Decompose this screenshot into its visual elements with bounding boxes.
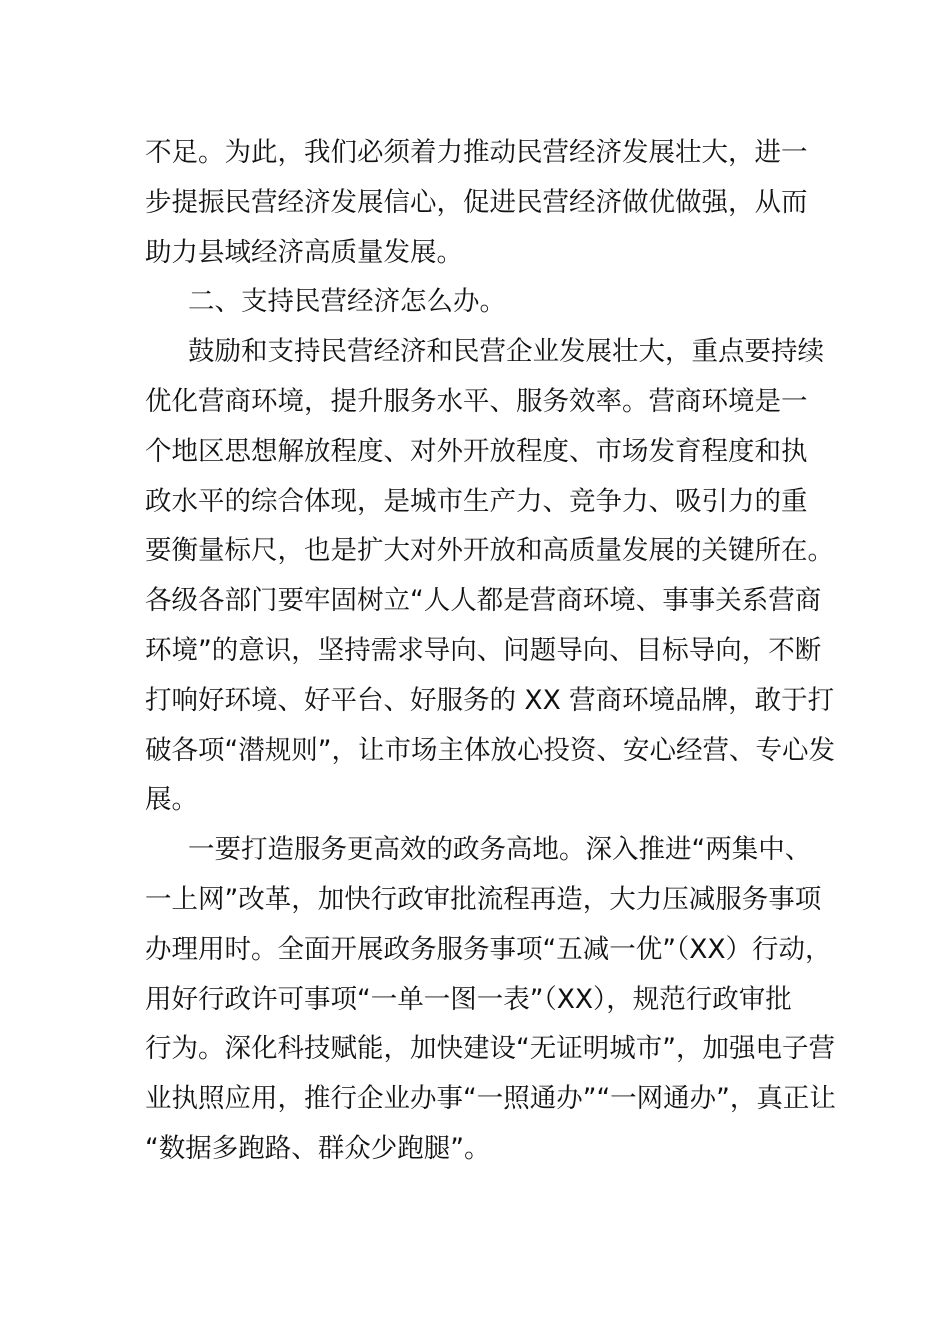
text-line: 政水平的综合体现，是城市生产力、竞争力、吸引力的重 [145,485,808,517]
text-line: 用好行政许可事项“一单一图一表”（XX），规范行政审批 [145,983,792,1015]
text-line: 个地区思想解放程度、对外开放程度、市场发育程度和执 [145,435,808,467]
text-line: 助力县域经济高质量发展。 [145,236,463,268]
text-line: 打响好环境、好平台、好服务的 XX 营商环境品牌，敢于打 [145,684,835,716]
text-line: 办理用时。全面开展政务服务事项“五减一优”（XX）行动， [145,933,832,965]
text-line: 各级各部门要牢固树立“人人都是营商环境、事事关系营商 [145,585,822,617]
text-line: 鼓励和支持民营经济和民营企业发展壮大，重点要持续 [188,336,824,368]
text-line: 行为。深化科技赋能，加快建设“无证明城市”，加强电子营 [145,1033,835,1065]
text-line: 优化营商环境，提升服务水平、服务效率。营商环境是一 [145,385,808,417]
section-heading: 二、支持民营经济怎么办。 [188,286,506,318]
document-body [145,128,836,1174]
text-line: 要衡量标尺，也是扩大对外开放和高质量发展的关键所在。 [145,535,834,567]
text-line: 展。 [145,784,198,816]
text-line: 不足。为此，我们必须着力推动民营经济发展壮大，进一 [145,137,808,168]
text-line: 一要打造服务更高效的政务高地。深入推进“两集中、 [188,834,812,866]
text-line: 一上网”改革，加快行政审批流程再造，大力压减服务事项 [145,883,822,915]
text-line: 破各项“潜规则”，让市场主体放心投资、安心经营、专心发 [145,734,835,766]
text-line: “数据多跑路、群众少跑腿”。 [145,1132,491,1164]
text-line: 步提振民营经济发展信心，促进民营经济做优做强，从而 [145,186,808,218]
text-line: 业执照应用，推行企业办事“一照通办”“一网通办”，真正让 [145,1083,836,1115]
text-line: 环境”的意识，坚持需求导向、问题导向、目标导向，不断 [145,634,822,666]
